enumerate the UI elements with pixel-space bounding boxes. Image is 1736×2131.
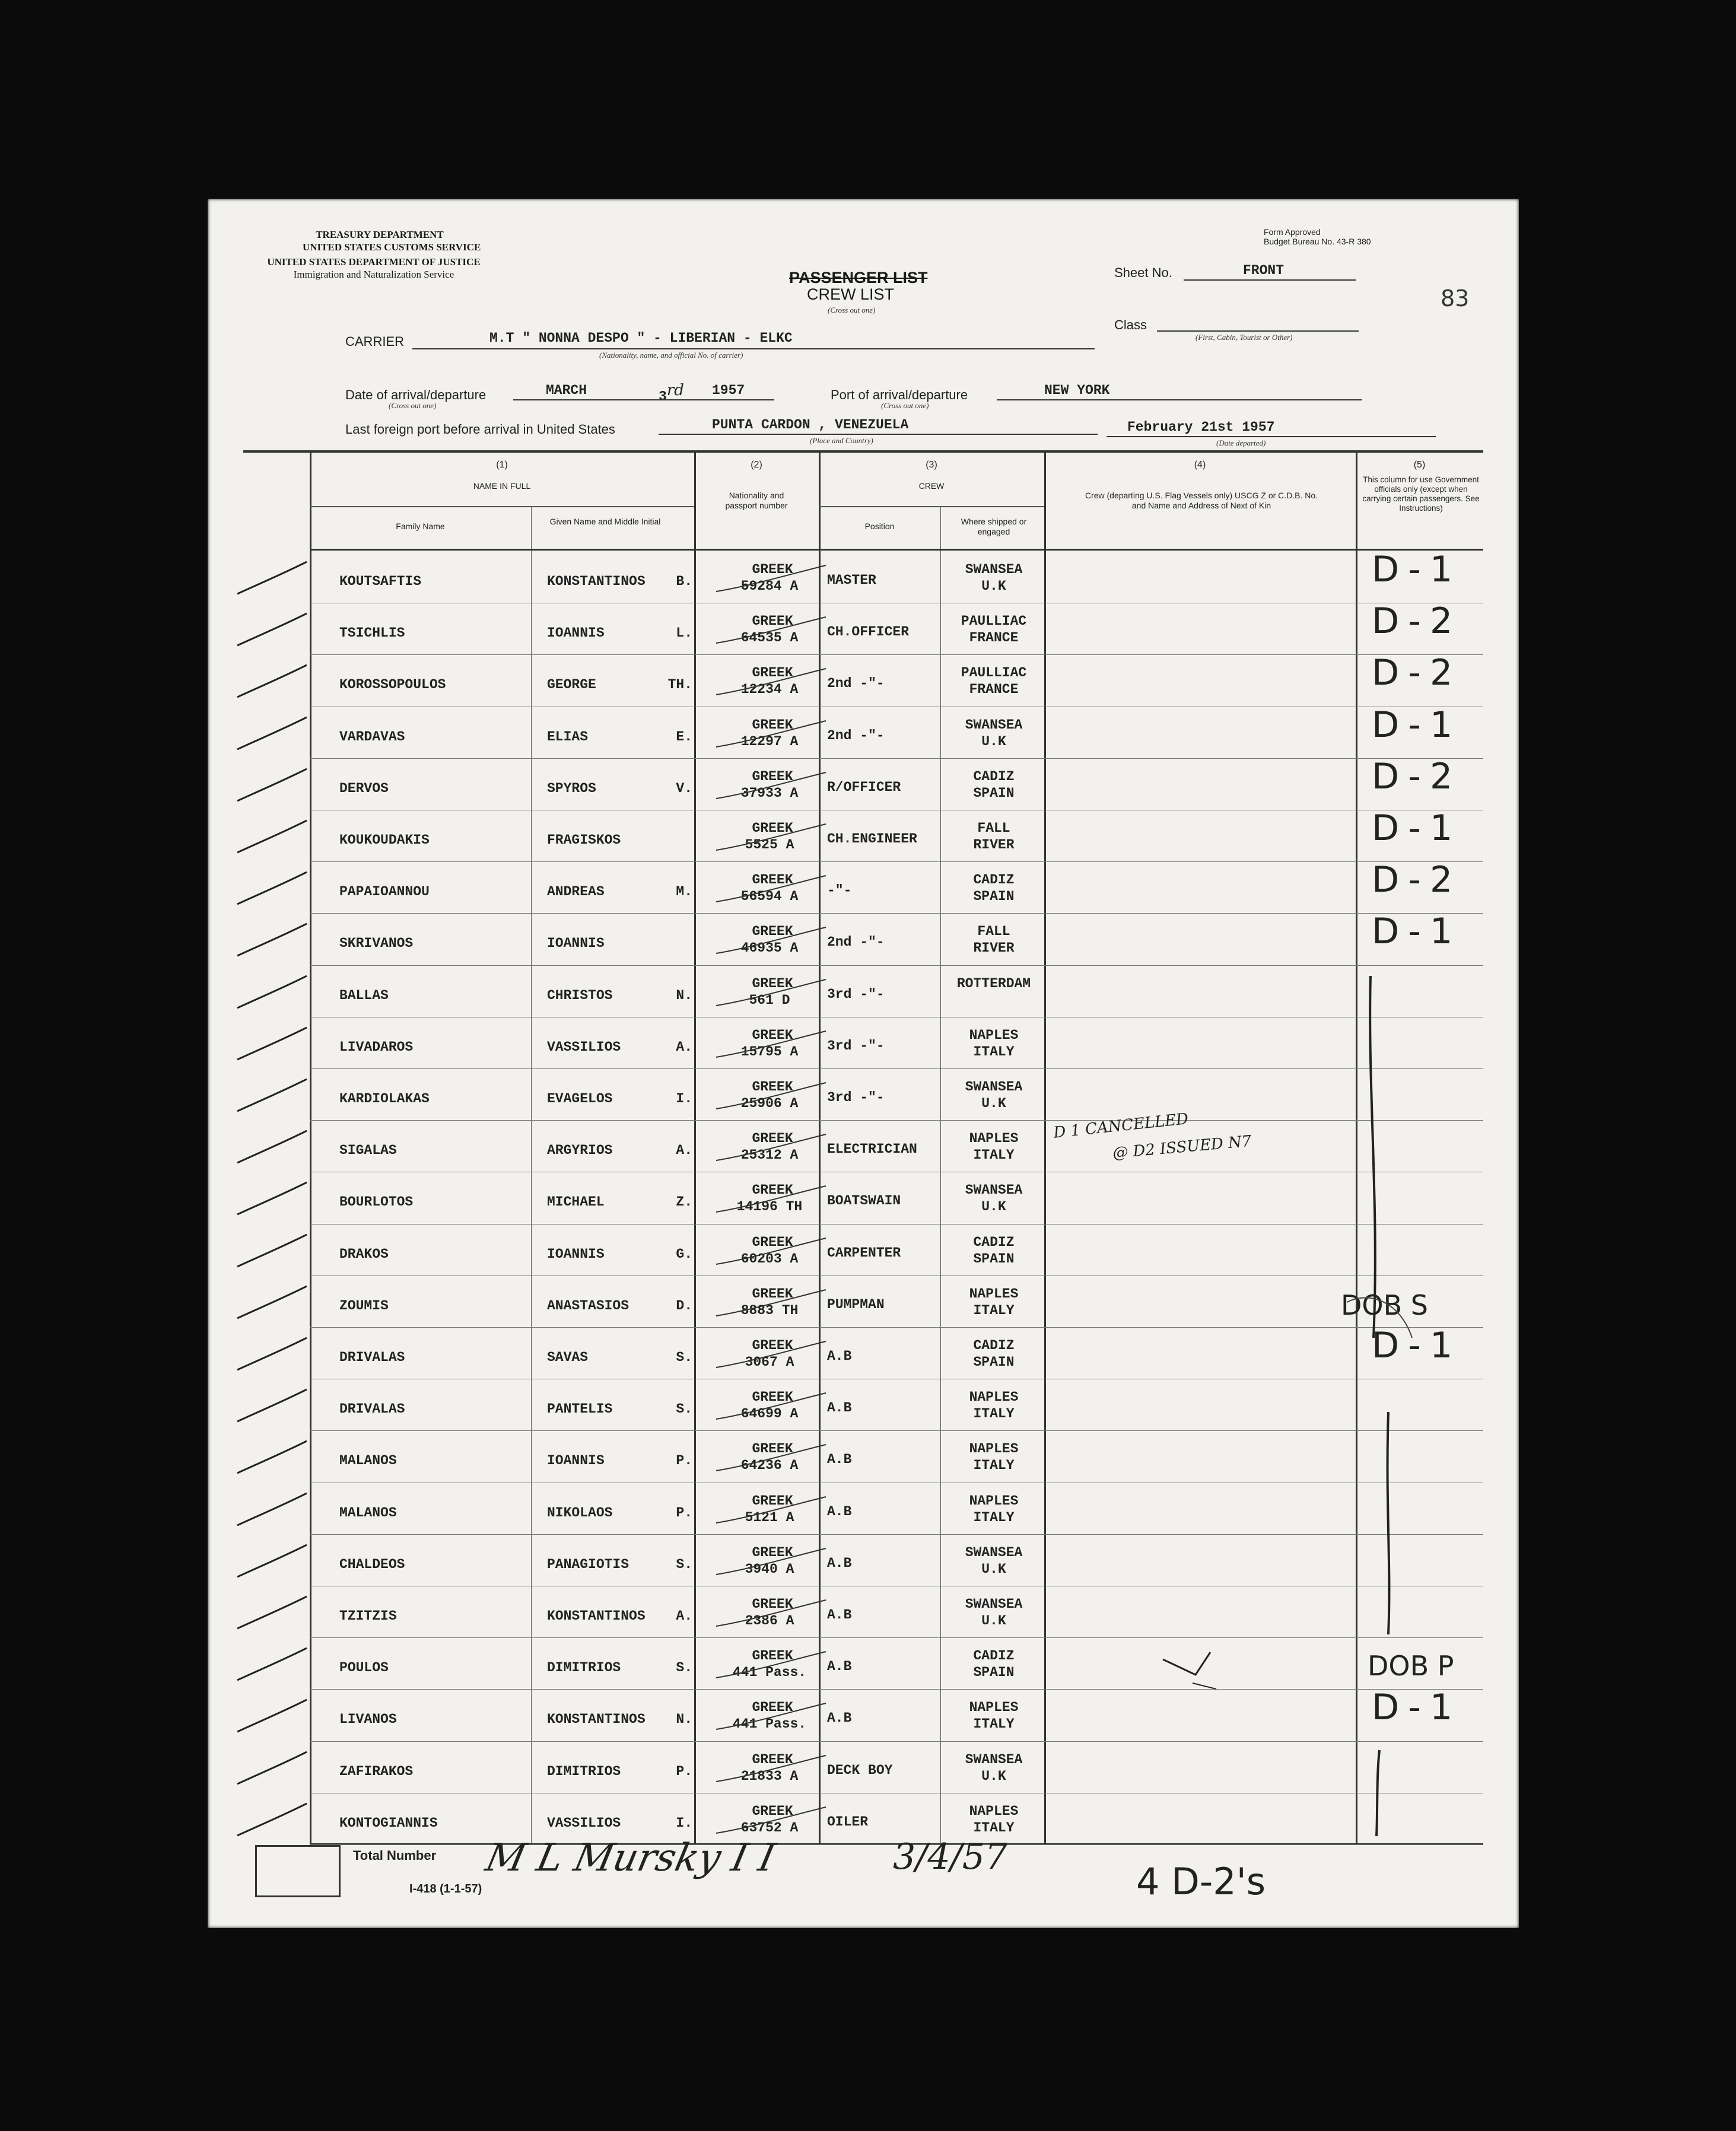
- given-name: DIMITRIOS: [547, 1660, 621, 1676]
- carrier-label: CARRIER: [345, 334, 405, 349]
- nationality: GREEK: [752, 1803, 793, 1819]
- shipped-where-line-1: SWANSEA: [965, 1751, 1023, 1767]
- nationality: GREEK: [752, 1286, 793, 1302]
- shipped-where-line-1: SWANSEA: [965, 1079, 1023, 1095]
- passport-number: 3940 A: [745, 1561, 794, 1577]
- shipped-where-line-2: U.K: [981, 1096, 1006, 1111]
- passport-number: 5121 A: [745, 1509, 794, 1525]
- last-port-value: PUNTA CARDON , VENEZUELA: [712, 417, 909, 432]
- shipped-where-line-1: PAULLIAC: [961, 665, 1027, 681]
- shipped-where-line-1: CADIZ: [973, 1234, 1015, 1250]
- shipped-where-line-1: NAPLES: [969, 1803, 1019, 1819]
- passport-number: 441 Pass.: [732, 1716, 807, 1732]
- official-mark: D - 1: [1372, 704, 1452, 746]
- position: 3rd -"-: [827, 1090, 885, 1105]
- shipped-where-line-1: NAPLES: [969, 1493, 1019, 1509]
- sheet-value: FRONT: [1243, 263, 1284, 278]
- family-name: TSICHLIS: [339, 625, 405, 641]
- shipped-where-line-2: SPAIN: [973, 1665, 1015, 1681]
- col2-title: Nationality and passport number: [725, 491, 788, 510]
- official-mark: D - 1: [1372, 911, 1452, 953]
- position: DECK BOY: [827, 1762, 893, 1778]
- shipped-where-line-2: ITALY: [973, 1509, 1015, 1525]
- nationality: GREEK: [752, 872, 793, 888]
- middle-initial: A.: [676, 1039, 692, 1055]
- sheet-label: Sheet No.: [1114, 265, 1172, 280]
- nationality: GREEK: [752, 1131, 793, 1147]
- shipped-where-line-1: NAPLES: [969, 1700, 1019, 1716]
- position: OILER: [827, 1814, 869, 1830]
- passport-number: 56594 A: [740, 889, 799, 905]
- date-label-text: Date of arrival/departure: [345, 387, 487, 402]
- middle-initial: TH.: [667, 677, 692, 693]
- family-name: BOURLOTOS: [339, 1194, 414, 1210]
- position: BOATSWAIN: [827, 1193, 901, 1209]
- shipped-where-line-1: CADIZ: [973, 872, 1015, 888]
- given-name: ELIAS: [547, 729, 589, 745]
- sigalas-note-line-2: @ D2 ISSUED N7: [1112, 1132, 1252, 1163]
- middle-initial: N.: [676, 987, 692, 1003]
- nationality: GREEK: [752, 1027, 793, 1043]
- passport-number: 37933 A: [740, 785, 799, 801]
- col2-number: (2): [751, 460, 762, 470]
- position: A.B: [827, 1348, 852, 1364]
- middle-initial: D.: [676, 1297, 692, 1313]
- given-name: PANTELIS: [547, 1401, 613, 1417]
- position: CH.OFFICER: [827, 624, 910, 640]
- family-name: KONTOGIANNIS: [339, 1815, 438, 1831]
- nationality: GREEK: [752, 975, 793, 991]
- date-year: 1957: [712, 383, 745, 398]
- official-mark: D - 2: [1372, 859, 1452, 901]
- shipped-where-line-1: ROTTERDAM: [956, 975, 1031, 991]
- shipped-where-line-1: FALL: [977, 924, 1010, 940]
- family-name: TZITZIS: [339, 1608, 397, 1624]
- port-label: Port of arrival/departure: [831, 387, 968, 402]
- last-port-caption: (Place and Country): [810, 436, 873, 445]
- col3-position-header: Position: [864, 521, 895, 531]
- shipped-where-line-2: FRANCE: [969, 630, 1019, 646]
- family-name: KOUKOUDAKIS: [339, 832, 430, 848]
- form-number: I-418 (1-1-57): [409, 1882, 482, 1895]
- shipped-where-line-2: U.K: [981, 1613, 1006, 1629]
- family-name: SKRIVANOS: [339, 936, 414, 952]
- middle-initial: E.: [676, 729, 692, 745]
- middle-initial: Z.: [676, 1194, 692, 1210]
- passport-number: 441 Pass.: [732, 1665, 807, 1681]
- form-approved-label: Form Approved: [1264, 227, 1321, 237]
- shipped-where-line-2: SPAIN: [973, 889, 1015, 905]
- passport-number: 3067 A: [745, 1354, 794, 1370]
- shipped-where-line-2: SPAIN: [973, 785, 1015, 801]
- passport-number: 25312 A: [740, 1147, 799, 1163]
- agency-line: TREASURY DEPARTMENT: [316, 229, 444, 240]
- passport-number: 2386 A: [745, 1613, 794, 1629]
- family-name: DRAKOS: [339, 1246, 389, 1262]
- shipped-where-line-1: CADIZ: [973, 768, 1015, 784]
- given-name: SPYROS: [547, 780, 596, 796]
- shipped-where-line-1: NAPLES: [969, 1389, 1019, 1405]
- family-name: ZOUMIS: [339, 1297, 389, 1313]
- shipped-where-line-1: NAPLES: [969, 1286, 1019, 1302]
- shipped-where-line-2: ITALY: [973, 1302, 1015, 1318]
- nationality: GREEK: [752, 1441, 793, 1457]
- class-label: Class: [1114, 317, 1147, 332]
- signature: M L Mursky I I: [482, 1836, 779, 1880]
- given-name: VASSILIOS: [547, 1815, 621, 1831]
- nationality: GREEK: [752, 717, 793, 733]
- agency-line: Immigration and Naturalization Service: [293, 269, 454, 280]
- given-name: ANDREAS: [547, 884, 605, 900]
- given-name: KONSTANTINOS: [547, 1712, 646, 1728]
- shipped-where-line-2: SPAIN: [973, 1354, 1015, 1370]
- col5-title: This column for use Government officials only (except when carrying certain passengers. See Instructions): [1362, 475, 1480, 513]
- position: R/OFFICER: [827, 779, 901, 795]
- position: CARPENTER: [827, 1245, 901, 1261]
- official-mark: D - 2: [1372, 600, 1452, 643]
- title-passenger-list: PASSENGER LIST: [789, 269, 928, 287]
- passport-number: 15795 A: [740, 1044, 799, 1060]
- port-caption: (Cross out one): [881, 401, 929, 410]
- middle-initial: P.: [676, 1763, 692, 1779]
- crew-list-form: [208, 199, 1519, 1928]
- title-caption: (Cross out one): [828, 306, 876, 314]
- date-departed-caption: (Date departed): [1216, 438, 1266, 447]
- given-name: GEORGE: [547, 677, 596, 693]
- family-name: VARDAVAS: [339, 729, 405, 745]
- nationality: GREEK: [752, 1493, 793, 1509]
- shipped-where-line-1: SWANSEA: [965, 1596, 1023, 1612]
- nationality: GREEK: [752, 1596, 793, 1612]
- family-name: DERVOS: [339, 780, 389, 796]
- nationality: GREEK: [752, 1389, 793, 1405]
- sheet-number: 83: [1441, 285, 1470, 311]
- passport-number: 25906 A: [740, 1096, 799, 1111]
- col3-where-header: Where shipped or engaged: [961, 517, 1027, 536]
- total-number-label: Total Number: [353, 1848, 437, 1863]
- passport-number: 63752 A: [740, 1820, 799, 1836]
- family-name: LIVANOS: [339, 1712, 397, 1728]
- nationality: GREEK: [752, 1079, 793, 1095]
- nationality: GREEK: [752, 1234, 793, 1250]
- col5-number: (5): [1413, 460, 1426, 470]
- nationality: GREEK: [752, 1182, 793, 1198]
- middle-initial: S.: [676, 1660, 692, 1676]
- budget-bureau-number: Budget Bureau No. 43-R 380: [1264, 237, 1371, 246]
- passport-number: 21833 A: [740, 1768, 799, 1784]
- col1-given-header: Given Name and Middle Initial: [549, 517, 661, 526]
- given-name: KONSTANTINOS: [547, 574, 646, 589]
- dob-note-2: DOB P: [1368, 1650, 1454, 1682]
- date-day-suffix: rd: [666, 381, 684, 399]
- family-name: ZAFIRAKOS: [339, 1763, 414, 1779]
- given-name: ARGYRIOS: [547, 1143, 613, 1159]
- middle-initial: S.: [676, 1350, 692, 1365]
- shipped-where-line-2: U.K: [981, 1199, 1006, 1215]
- date-departed-value: February 21st 1957: [1127, 419, 1275, 435]
- given-name: IOANNIS: [547, 625, 605, 641]
- nationality: GREEK: [752, 1700, 793, 1716]
- shipped-where-line-2: ITALY: [973, 1820, 1015, 1836]
- col3-title: CREW: [918, 481, 945, 491]
- passport-number: 14196 TH: [736, 1199, 803, 1215]
- nationality: GREEK: [752, 1751, 793, 1767]
- date-caption: (Cross out one): [389, 401, 437, 410]
- passport-number: 64699 A: [740, 1406, 799, 1422]
- shipped-where-line-2: ITALY: [973, 1406, 1015, 1422]
- given-name: DIMITRIOS: [547, 1763, 621, 1779]
- family-name: CHALDEOS: [339, 1556, 405, 1572]
- position: CH.ENGINEER: [827, 831, 917, 847]
- middle-initial: V.: [676, 780, 692, 796]
- middle-initial: M.: [676, 884, 692, 900]
- carrier-caption: (Nationality, name, and official No. of carrier): [599, 351, 743, 360]
- official-mark: D - 2: [1372, 755, 1452, 797]
- shipped-where-line-2: RIVER: [973, 940, 1015, 956]
- middle-initial: P.: [676, 1505, 692, 1521]
- position: -"-: [827, 883, 852, 899]
- col4-number: (4): [1194, 460, 1206, 470]
- shipped-where-line-2: ITALY: [973, 1044, 1015, 1060]
- family-name: SIGALAS: [339, 1143, 397, 1159]
- official-mark: D - 2: [1372, 652, 1452, 694]
- middle-initial: P.: [676, 1453, 692, 1469]
- passport-number: 64535 A: [740, 630, 799, 646]
- shipped-where-line-1: SWANSEA: [965, 717, 1023, 733]
- family-name: DRIVALAS: [339, 1401, 405, 1417]
- nationality: GREEK: [752, 665, 793, 681]
- family-name: KOUTSAFTIS: [339, 574, 422, 589]
- family-name: POULOS: [339, 1660, 389, 1676]
- agency-line: UNITED STATES CUSTOMS SERVICE: [303, 241, 481, 253]
- given-name: NIKOLAOS: [547, 1505, 613, 1521]
- position: A.B: [827, 1400, 852, 1416]
- middle-initial: G.: [676, 1246, 692, 1262]
- given-name: IOANNIS: [547, 1246, 605, 1262]
- shipped-where-line-2: ITALY: [973, 1147, 1015, 1163]
- col1-family-header: Family Name: [396, 521, 445, 531]
- middle-initial: S.: [676, 1556, 692, 1572]
- middle-initial: A.: [676, 1143, 692, 1159]
- passport-number: 60203 A: [740, 1251, 799, 1267]
- shipped-where-line-2: ITALY: [973, 1458, 1015, 1474]
- given-name: CHRISTOS: [547, 987, 613, 1003]
- col3-number: (3): [926, 460, 937, 470]
- nationality: GREEK: [752, 1338, 793, 1353]
- given-name: VASSILIOS: [547, 1039, 621, 1055]
- official-mark: D - 1: [1372, 1325, 1452, 1366]
- shipped-where-line-2: U.K: [981, 1768, 1006, 1784]
- signature-date: 3/4/57: [893, 1836, 1008, 1878]
- shipped-where-line-2: FRANCE: [969, 682, 1019, 698]
- passport-number: 59284 A: [740, 578, 799, 594]
- position: A.B: [827, 1452, 852, 1468]
- middle-initial: I.: [676, 1815, 692, 1831]
- shipped-where-line-1: NAPLES: [969, 1027, 1019, 1043]
- shipped-where-line-2: SPAIN: [973, 1251, 1015, 1267]
- dob-note-1: DOB S: [1341, 1289, 1429, 1321]
- passport-number: 561 D: [749, 992, 790, 1008]
- position: 3rd -"-: [827, 986, 885, 1002]
- col1-title: NAME IN FULL: [473, 481, 531, 491]
- position: MASTER: [827, 572, 876, 588]
- family-name: MALANOS: [339, 1453, 397, 1469]
- given-name: ANASTASIOS: [547, 1297, 629, 1313]
- position: 2nd -"-: [827, 727, 885, 743]
- middle-initial: I.: [676, 1091, 692, 1106]
- shipped-where-line-2: U.K: [981, 578, 1006, 594]
- agency-line: UNITED STATES DEPARTMENT OF JUSTICE: [267, 256, 481, 268]
- date-day-number: 3: [659, 389, 667, 405]
- given-name: IOANNIS: [547, 1453, 605, 1469]
- position: PUMPMAN: [827, 1296, 885, 1312]
- date-month: MARCH: [546, 383, 587, 398]
- family-name: BALLAS: [339, 987, 389, 1003]
- nationality: GREEK: [752, 768, 793, 784]
- family-name: DRIVALAS: [339, 1350, 405, 1365]
- official-mark: D - 1: [1372, 807, 1452, 849]
- shipped-where-line-1: PAULLIAC: [961, 613, 1027, 629]
- pen-marks-overlay: [208, 199, 1519, 1928]
- family-name: MALANOS: [339, 1505, 397, 1521]
- official-mark: D - 1: [1372, 1687, 1452, 1729]
- nationality: GREEK: [752, 562, 793, 577]
- given-name: EVAGELOS: [547, 1091, 613, 1106]
- given-name: FRAGISKOS: [547, 832, 621, 848]
- shipped-where-line-1: SWANSEA: [965, 562, 1023, 577]
- sigalas-note-line-1: D 1 CANCELLED: [1053, 1110, 1190, 1142]
- shipped-where-line-2: RIVER: [973, 837, 1015, 853]
- nationality: GREEK: [752, 613, 793, 629]
- position: ELECTRICIAN: [827, 1141, 917, 1157]
- middle-initial: N.: [676, 1712, 692, 1728]
- position: 2nd -"-: [827, 676, 885, 692]
- position: A.B: [827, 1607, 852, 1623]
- passport-number: 46935 A: [740, 940, 799, 956]
- position: A.B: [827, 1710, 852, 1726]
- given-name: SAVAS: [547, 1350, 589, 1365]
- class-caption: (First, Cabin, Tourist or Other): [1196, 333, 1293, 342]
- family-name: KARDIOLAKAS: [339, 1091, 430, 1106]
- shipped-where-line-1: SWANSEA: [965, 1544, 1023, 1560]
- shipped-where-line-1: CADIZ: [973, 1648, 1015, 1664]
- title-crew-list: CREW LIST: [807, 285, 895, 303]
- middle-initial: S.: [676, 1401, 692, 1417]
- position: 3rd -"-: [827, 1038, 885, 1054]
- passport-number: 64236 A: [740, 1458, 799, 1474]
- port-value: NEW YORK: [1044, 383, 1110, 398]
- shipped-where-line-1: SWANSEA: [965, 1182, 1023, 1198]
- nationality: GREEK: [752, 1648, 793, 1664]
- family-name: KOROSSOPOULOS: [339, 677, 446, 693]
- middle-initial: A.: [676, 1608, 692, 1624]
- given-name: MICHAEL: [547, 1194, 605, 1210]
- nationality: GREEK: [752, 924, 793, 940]
- nationality: GREEK: [752, 820, 793, 836]
- shipped-where-line-1: NAPLES: [969, 1441, 1019, 1457]
- shipped-where-line-1: FALL: [977, 820, 1010, 836]
- shipped-where-line-1: NAPLES: [969, 1131, 1019, 1147]
- middle-initial: L.: [676, 625, 692, 641]
- shipped-where-line-2: U.K: [981, 733, 1006, 749]
- given-name: IOANNIS: [547, 936, 605, 952]
- family-name: LIVADAROS: [339, 1039, 414, 1055]
- passport-number: 12297 A: [740, 733, 799, 749]
- position: 2nd -"-: [827, 934, 885, 950]
- family-name: PAPAIOANNOU: [339, 884, 430, 900]
- official-mark: D - 1: [1372, 549, 1452, 590]
- col4-title: Crew (departing U.S. Flag Vessels only) USCG Z or C.D.B. No. and Name and Address of Next of Kin: [1085, 491, 1318, 510]
- given-name: KONSTANTINOS: [547, 1608, 646, 1624]
- middle-initial: B.: [676, 574, 692, 589]
- shipped-where-line-2: ITALY: [973, 1716, 1015, 1732]
- position: A.B: [827, 1659, 852, 1675]
- given-name: PANAGIOTIS: [547, 1556, 629, 1572]
- passport-number: 12234 A: [740, 682, 799, 698]
- nationality: GREEK: [752, 1544, 793, 1560]
- last-port-label: Last foreign port before arrival in United States: [345, 422, 615, 437]
- position: A.B: [827, 1555, 852, 1571]
- position: A.B: [827, 1503, 852, 1519]
- col1-number: (1): [496, 460, 508, 470]
- shipped-where-line-2: U.K: [981, 1561, 1006, 1577]
- passport-number: 5525 A: [745, 837, 794, 853]
- passport-number: 8883 TH: [740, 1302, 799, 1318]
- carrier-value: M.T " NONNA DESPO " - LIBERIAN - ELKC: [489, 330, 793, 346]
- shipped-where-line-1: CADIZ: [973, 1338, 1015, 1353]
- tally-note: 4 D-2's: [1136, 1860, 1266, 1903]
